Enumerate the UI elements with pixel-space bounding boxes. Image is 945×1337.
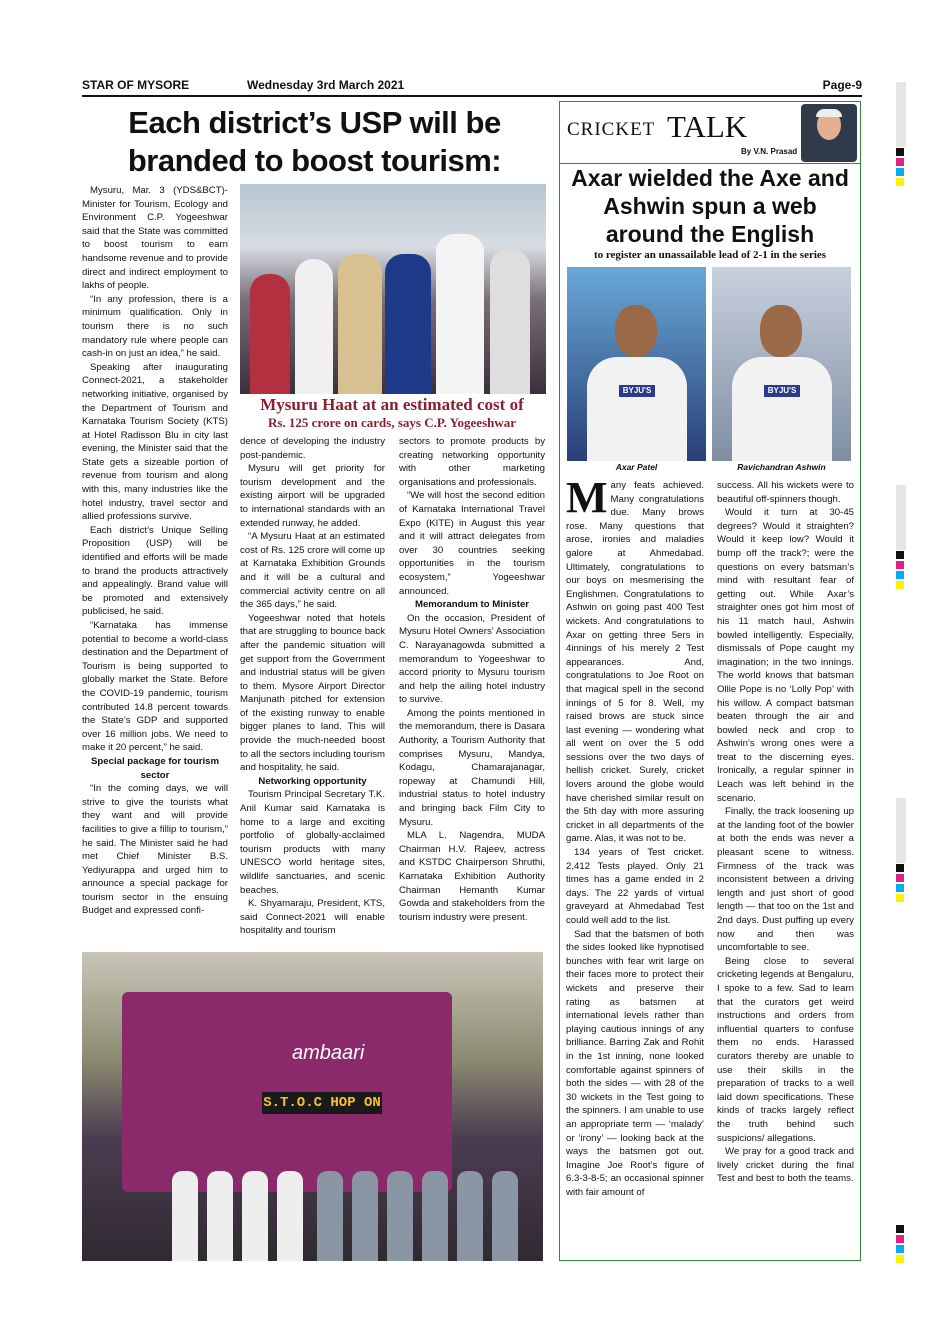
masthead [82,78,862,94]
double-decker-bus [122,992,452,1192]
paragraph: 134 years of Test cricket. 2,412 Tests played. Only 21 times has a game ended in 2 days. The 22 yards of virtual graveyard at Ahmedabad Test could well add to the list. [566,847,704,926]
byline: By V.N. Prasad [741,147,798,156]
paragraph: Many feats achieved. Many congratulations due. Many brows rose. Many questions that arose, ironies and maladies galore at Ahmedabad. Ultimately, congratulations to our boys on mesmerising the Englishmen. Congratulations to Ashwin on going past 400 Test wickets. And congratulations to Axar on getting three 5ers in 4innings of his merely 2 Test appearances. And, congratulations to Joe Root on that magical spell in the second innings of 5 for 8. Well, my raised brows are stuck since last evening — wondering what all went on over the 5 odd sessions over the two days of hellish cricket. Surely, cricket lovers around the globe would have cherished similar result on the 5th day with more assuring cricket in all departments of the game. Alas, it was not to be. [566,473,704,845]
paragraph: “We will host the second edition of Karnataka International Travel Expo (KITE) in August this year and it will attract delegates from over 30 countries seeking opportunities in the tourism ecosystem,” Yogeeshwar announced. [399,490,545,597]
story-column-2 [240,435,385,938]
masthead-rule [82,95,862,97]
paragraph: Sad that the batsmen of both the sides looked like hypnotised bunches with fear writ large on their faces more to protect their wickets and preserve their rating as batsmen at international levels rather than playing cautious innings of any brilliance. Barring Zak and Rohit in the 1st inning, none looked comfortable against spinners of both the sides — with 28 of the 30 wickets in the Test going to the spinners. I am unable to use an appropriate term — ‘malady’ or ‘irony’ — looking back at the ways the batsmen got out. Imagine Joe Root’s figure of 6.3-3-8-5; an occasional spinner with fair amount of [566,928,704,1198]
paragraph: Tourism Principal Secretary T.K. Anil Kumar said Karnataka is home to a large and exciting portfolio of globally-acclaimed tourism products with many UNESCO world heritage sites, wildlife sanctuaries, and scenic beaches. [240,789,385,896]
paragraph: “A Mysuru Haat at an estimated cost of Rs. 125 crore will come up at Karnataka Exhibition Grounds and it will be a cultural and commercial activity centre on all the 365 days,” he said. [240,531,385,611]
reg-mark-yellow [896,178,904,186]
paragraph: Each district’s Unique Selling Proposition (USP) will be identified and efforts will be made to brand the products attractively and appealingly. Brand value will be promoted and extensively publicised, he said. [82,524,228,618]
paragraph: We pray for a good track and lively cricket during the final Test and best to both the teams. [717,1146,854,1185]
section-subhead: Networking opportunity [258,775,367,787]
ashwin-photo [712,267,851,461]
jersey-logo: BYJU'S [619,385,655,397]
section-subhead: Memorandum to Minister [414,599,530,611]
paragraph: dence of developing the industry post-pandemic. [240,436,385,461]
reg-mark-cyan [896,168,904,176]
story-subhead [236,395,548,431]
paragraph: “Karnataka has immense potential to become a world-class destination and the Department of Tourism is being supported to globally market the State. Before the COVID-19 pandemic, tourism contributed 14.8 percent towards the State’s GDP and supported over 16 million jobs. We need to make it 20 percent,” he said. [82,620,228,754]
paragraph: Among the points mentioned in the memorandum, there is Dasara Authority, a Tourism Authority that comprises Mysuru, Mandya, Kodagu, Chamarajanagar, ropeway at Chamundi Hill, industrial status to hotel industry and bringing back Film City to Mysuru. [399,707,545,828]
bus-destination-sign: S.T.O.C HOP ON [262,1092,382,1114]
paragraph: sectors to promote products by creating networking opportunity with other marketing organisations and professionals. [399,436,545,488]
jersey-logo: BYJU'S [764,385,800,397]
reg-mark-magenta [896,158,904,166]
paragraph: Mysuru, Mar. 3 (YDS&BCT)- Minister for Tourism, Ecology and Environment C.P. Yogeeshwar said that the State was committed to boost tourism to earn handsome revenue and to provide direct and indirect employment to lakhs of people. [82,185,228,292]
paragraph: MLA L. Nagendra, MUDA Chairman H.V. Rajeev, actress and KSTDC Chairperson Shruthi, Karnataka Exhibition Authority Chairman Hemanth Kumar Gowda and stakeholders from the tourism industry were present. [399,830,545,923]
issue-date: Wednesday 3rd March 2021 [247,78,405,92]
minister-group-photo [240,184,546,394]
paragraph: Yogeeshwar noted that hotels that are struggling to bounce back after the pandemic situation will get support from the Government and industrial status will be given to them. Mysore Airport Director Manjunath pitched for extension of the existing runway to enable bigger planes to land. This will provide the much-needed boost to all the sectors including tourism and hospitality, he said. [240,612,385,774]
cricket-column-2 [717,479,854,1186]
cricket-column-1 [566,473,704,1199]
subhead-line-1: Mysuru Haat at an estimated cost of [260,395,524,414]
story-column-1 [82,184,228,918]
cricket-talk-header [559,101,861,164]
paper-name: STAR OF MYSORE [82,78,190,92]
story-column-3 [399,435,545,924]
photo-caption-ashwin: Ravichandran Ashwin [737,462,826,472]
hop-on-bus-photo [82,952,543,1261]
paragraph: Being close to several cricketing legends at Bengaluru, I spoke to a few. Sad to learn that the curators get weird instructions and orders from influential quarters to confuse them no ends. Harassed curators thereby are unable to use their skills in the preparation of tracks to a well laid down specifications. These kinds of tracks largely reflect the truth behind such suspicions/ allegations. [717,955,854,1144]
dropcap: M [566,473,608,522]
subhead-line-2: Rs. 125 crore on cards, says C.P. Yogeeshwar [267,415,517,430]
bus-brand: ambaari [292,1042,365,1064]
reg-mark-black [896,148,904,156]
section-subhead: Special package for tourism sector [91,755,219,781]
paragraph: Would it turn at 30-45 degrees? Would it straighten? Would it keep low? Would it bump off the track?; were the questions on every batsman’s mind with resultant fear of getting out. While Axar’s straighter ones got him most of his 11 match haul, Ashwin bowled intelligently. Especially, dismissals of Pope caught my imagination; in the two innings. The world knows that batsman Ollie Pope is no ‘Lolly Pop’ with his willow. A compact batsman beaten through the air and bowled neck and crop to Ashwin’s wrong ones were a treat to the discerning eyes. Ironically, a regular spinner in Leach was left behind in the scenario. [717,507,854,804]
photo-caption-axar: Axar Patel [615,462,658,472]
paragraph: K. Shyamaraju, President, KTS, said Connect-2021 will enable hospitality and tourism [240,898,385,937]
column-kicker: CRICKET [567,119,656,140]
columnist-portrait [801,104,857,162]
paragraph: “In any profession, there is a minimum qualification. Only in tourism there is no such mandatory rule where people can cash-in on just an idea,” he said. [82,293,228,360]
print-tint-bar [896,82,906,147]
cricket-deck: to register an unassailable lead of 2-1 in the series [593,249,827,261]
paragraph: success. All his wickets were to beautiful off-spinners though. [717,480,854,505]
paragraph: “In the coming days, we will strive to give the tourists what they want and will provide facilities to give a fillip to tourism,” he said. The Minister said he had met Chief Minister B.S. Yediyurappa and urged him to announce a special package for tourism sector in the ensuing Budget and expressed confi- [82,783,228,917]
paragraph: Finally, the track loosening up at the landing foot of the bowler at both the ends was never a pleasant scene to witness. Firmness of the track was inconsistent between a driving length and just short of good length — that too on the 1st and 2nd days. Dust puffing up every now and then was uncomfortable to see. [717,806,854,954]
story-headline: Each district’s USP will be branded to boost tourism: [127,105,502,178]
paragraph: On the occasion, President of Mysuru Hotel Owners’ Association C. Narayanagowda submitted a memorandum to Yogeeshwar to accord priority to Mysuru tourism and help the ailing hotel industry to survive. [399,612,545,706]
paragraph: Speaking after inaugurating Connect-2021, a stakeholder networking initiative, organised by the Department of Tourism and Karnataka Tourism Society (KTS) at Hotel Radisson Blu in city last evening, the Minister said that the State gets a sizeable portion of revenue from tourism and along with this, many industries like the hotel industry, travel sector and allied professions survive. [82,361,228,523]
axar-patel-photo [567,267,706,461]
cricket-headline: Axar wielded the Axe and Ashwin spun a web around the English [571,165,849,247]
page-number: Page-9 [822,78,862,92]
paragraph: Mysuru will get priority for tourism development and the existing airport will be upgraded to international standards with an extended runway, he added. [240,463,385,529]
column-kicker-large: TALK [667,109,748,144]
